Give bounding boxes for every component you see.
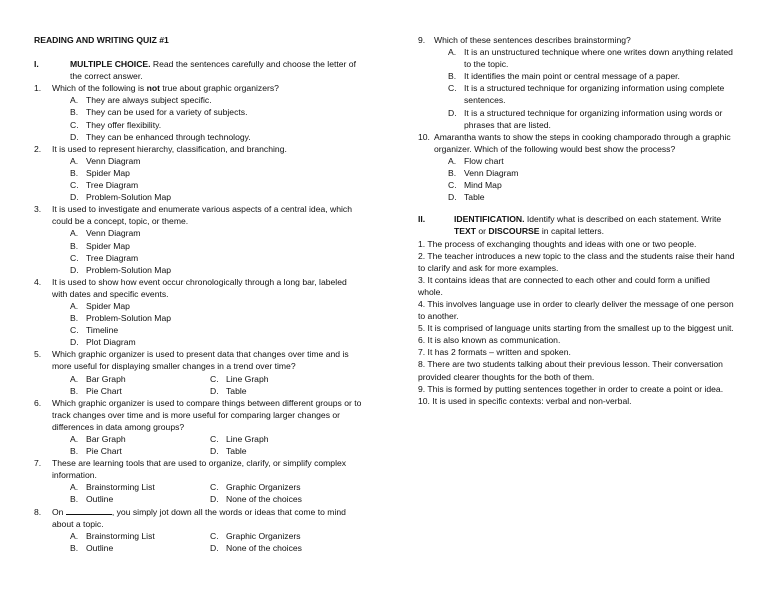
option <box>210 385 350 397</box>
option <box>448 46 736 70</box>
option-letter: D. <box>210 542 219 553</box>
option-letter: D. <box>448 192 457 203</box>
option-text: Venn Diagram <box>86 228 141 239</box>
option <box>70 373 210 385</box>
option <box>210 481 350 493</box>
option <box>70 445 210 457</box>
option-text: Spider Map <box>86 300 130 311</box>
option <box>210 542 350 554</box>
option-letter: B. <box>70 313 79 324</box>
option <box>210 493 350 505</box>
option-letter: A. <box>448 47 457 58</box>
option <box>70 336 364 348</box>
options-grid <box>34 373 364 397</box>
options-list <box>34 300 364 348</box>
option <box>448 107 736 131</box>
option <box>210 373 350 385</box>
option-letter: B. <box>448 168 457 179</box>
option-letter: C. <box>210 434 219 444</box>
option-letter: C. <box>70 325 79 336</box>
option-text: Timeline <box>86 325 119 336</box>
option <box>70 155 364 167</box>
question-number: 10. <box>418 131 430 142</box>
option <box>70 264 364 276</box>
option <box>70 312 364 324</box>
option <box>70 240 364 252</box>
option-text: Brainstorming List <box>86 482 155 493</box>
option-text: Outline <box>86 494 114 505</box>
identification-item: 4. This involves language use in order to clearly deliver the message of one person to another. <box>418 298 734 322</box>
option-text: Mind Map <box>464 180 502 191</box>
answer-word-text: TEXT <box>454 226 476 237</box>
option-text: Pie Chart <box>86 385 122 396</box>
option <box>70 119 364 131</box>
option-letter: D. <box>70 337 79 348</box>
option <box>70 433 210 445</box>
option-text: None of the choices <box>226 494 302 505</box>
identification-item: 5. It is comprised of language units starting from the smallest up to the biggest unit. <box>418 323 734 334</box>
option <box>210 530 350 542</box>
section-number: I. <box>34 59 39 70</box>
option-text: Problem-Solution Map <box>86 192 172 203</box>
option-text: It is an unstructured technique where one writes down anything related to the topic. <box>464 47 733 70</box>
question-number: 8. <box>34 506 42 517</box>
option-text: They offer flexibility. <box>86 119 162 130</box>
question-text: Amarantha wants to show the steps in cooking champorado through a graphic organizer. Which of the following would best show the process? <box>434 131 731 154</box>
option-letter: D. <box>210 385 219 396</box>
option-text: Spider Map <box>86 240 130 251</box>
option-letter: A. <box>70 373 79 384</box>
option-letter: C. <box>448 180 457 191</box>
question-2 <box>34 143 364 155</box>
question-text: Which graphic organizer is used to compare things between different groups or to track changes over time and is more useful for comparing larger changes or differences in data among groups? <box>52 397 362 432</box>
question-text: It is used to show how event occur chronologically through a long bar, labeled with dates and specific events. <box>52 276 347 299</box>
question-text-part: , you simply jot down all the words or ideas that come to mind about a topic. <box>52 506 346 529</box>
question-number: 5. <box>34 349 42 360</box>
option-text: They are always subject specific. <box>86 95 212 106</box>
question-number: 1. <box>34 83 42 94</box>
option <box>70 94 364 106</box>
question-4 <box>34 276 364 300</box>
option-text: It is a structured technique for organizing information using words or phrases that are listed. <box>464 107 723 130</box>
option-letter: A. <box>70 155 79 166</box>
question-text: It is used to investigate and enumerate various aspects of a central idea, which could be a concept, topic, or theme. <box>52 204 352 227</box>
option-letter: C. <box>210 373 219 384</box>
option-text: Plot Diagram <box>86 337 136 348</box>
options-list <box>418 155 736 203</box>
option <box>448 167 736 179</box>
question-text-part: On <box>52 506 66 517</box>
option <box>70 385 210 397</box>
question-text <box>52 506 364 530</box>
question-number: 7. <box>34 458 42 469</box>
option-text: It identifies the main point or central message of a paper. <box>464 71 680 82</box>
option <box>210 433 350 445</box>
option-text: Graphic Organizers <box>226 530 301 541</box>
answer-blank <box>66 506 112 515</box>
question-7 <box>34 457 364 481</box>
section-instruction: Read the sentences carefully and choose the letter of the correct answer. <box>70 59 356 82</box>
option-letter: B. <box>70 385 79 396</box>
option-letter: B. <box>70 446 79 457</box>
option <box>448 191 736 203</box>
option-letter: A. <box>70 95 79 106</box>
option-letter: C. <box>70 252 79 263</box>
option <box>70 227 364 239</box>
identification-item: 9. This is formed by putting sentences together in order to create a point or idea. <box>418 383 724 394</box>
identification-item: 1. The process of exchanging thoughts and ideas with one or two people. <box>418 238 697 249</box>
identification-item: 3. It contains ideas that are connected to each other and could form a unified whole. <box>418 274 710 297</box>
option-text: It is a structured technique for organizing information using complete sentences. <box>464 83 725 106</box>
option-letter: D. <box>70 264 79 275</box>
option <box>210 445 350 457</box>
option-text: Graphic Organizers <box>226 482 301 493</box>
option <box>70 252 364 264</box>
option-letter: A. <box>70 434 79 444</box>
option-letter: D. <box>70 192 79 203</box>
identification-item: 8. There are two students talking about their previous lesson. Their conversation provided clearer thoughts for the both of them. <box>418 359 723 382</box>
option <box>70 191 364 203</box>
option-text: Brainstorming List <box>86 530 155 541</box>
option-text: Venn Diagram <box>86 155 141 166</box>
question-emphasis: not <box>146 83 160 94</box>
option <box>70 530 210 542</box>
options-list <box>34 155 364 203</box>
identification-list <box>418 238 736 407</box>
question-1 <box>34 82 364 94</box>
option-letter: B. <box>70 167 79 178</box>
question-3 <box>34 203 364 227</box>
question-text: Which of these sentences describes brainstorming? <box>434 35 631 45</box>
option-letter: C. <box>70 180 79 191</box>
option-letter: C. <box>210 530 219 541</box>
section-1-heading <box>34 58 364 82</box>
option-letter: B. <box>70 542 79 553</box>
question-6 <box>34 397 364 433</box>
option-text: Bar Graph <box>86 373 126 384</box>
option-text: Pie Chart <box>86 446 122 457</box>
question-number: 4. <box>34 276 42 287</box>
option-letter: D. <box>210 446 219 457</box>
option <box>448 70 736 82</box>
option-text: None of the choices <box>226 542 302 553</box>
options-grid <box>34 530 364 554</box>
option <box>448 155 736 167</box>
option-text: Spider Map <box>86 167 130 178</box>
instruction-part: Identify what is described on each statement. Write <box>526 214 722 225</box>
option-letter: B. <box>70 240 79 251</box>
identification-item: 2. The teacher introduces a new topic to the class and the students raise their hand to clarify and ask for more examples. <box>418 250 735 273</box>
question-number: 6. <box>34 397 42 408</box>
question-text <box>52 82 364 94</box>
option-letter: A. <box>70 300 79 311</box>
identification-item: 7. It has 2 formats – written and spoken. <box>418 347 571 358</box>
options-grid <box>34 481 364 505</box>
option-letter: A. <box>70 482 79 493</box>
option <box>70 324 364 336</box>
option-letter: A. <box>70 228 79 239</box>
option <box>70 481 210 493</box>
option-text: Tree Diagram <box>86 180 139 191</box>
option <box>70 106 364 118</box>
option <box>70 493 210 505</box>
option <box>448 179 736 191</box>
option-letter: B. <box>448 71 457 82</box>
option <box>70 179 364 191</box>
option-text: Tree Diagram <box>86 252 139 263</box>
option-letter: B. <box>70 107 79 118</box>
question-5 <box>34 348 364 372</box>
option <box>70 131 364 143</box>
section-title: IDENTIFICATION. <box>454 214 525 225</box>
section-instruction <box>454 213 736 237</box>
option-letter: D. <box>210 494 219 505</box>
option-letter: C. <box>448 83 457 94</box>
options-list <box>34 94 364 142</box>
option <box>448 82 736 106</box>
option-text: Table <box>226 385 247 396</box>
right-column <box>418 34 736 407</box>
question-9 <box>418 34 736 46</box>
option-letter: D. <box>70 131 79 142</box>
question-number: 3. <box>34 204 42 215</box>
option-text: Outline <box>86 542 114 553</box>
option-text: Bar Graph <box>86 434 126 444</box>
question-text: These are learning tools that are used to organize, clarify, or simplify complex information. <box>52 458 347 481</box>
identification-item: 10. It is used in specific contexts: verbal and non-verbal. <box>418 395 632 406</box>
option <box>70 167 364 179</box>
option-text: They can be enhanced through technology. <box>86 131 251 142</box>
option-text: Table <box>464 192 485 203</box>
question-8 <box>34 506 364 530</box>
option-letter: A. <box>448 155 457 166</box>
option-text: Line Graph <box>226 434 269 444</box>
question-text: It is used to represent hierarchy, classification, and branching. <box>52 143 287 154</box>
answer-word-discourse: DISCOURSE <box>488 226 540 237</box>
option-text: Line Graph <box>226 373 269 384</box>
question-10 <box>418 131 736 155</box>
question-text-part: Which of the following is <box>52 83 147 94</box>
options-list <box>418 46 736 131</box>
identification-item: 6. It is also known as communication. <box>418 335 561 346</box>
left-column <box>34 34 364 554</box>
question-text-part: true about graphic organizers? <box>159 83 279 94</box>
option-text: Problem-Solution Map <box>86 313 172 324</box>
instruction-part: in capital letters. <box>539 226 604 237</box>
option-letter: C. <box>70 119 79 130</box>
options-grid <box>34 433 364 457</box>
option <box>70 542 210 554</box>
option-text: Table <box>226 446 247 457</box>
option-letter: A. <box>70 530 79 541</box>
option-text: Problem-Solution Map <box>86 264 172 275</box>
section-title: MULTIPLE CHOICE. <box>70 59 151 70</box>
option-text: They can be used for a variety of subjects. <box>86 107 248 118</box>
option-letter: D. <box>448 107 457 118</box>
question-text: Which graphic organizer is used to present data that changes over time and is more useful for displaying smaller changes in a trend over time? <box>52 349 349 372</box>
question-number: 2. <box>34 143 42 154</box>
option-text: Venn Diagram <box>464 168 519 179</box>
option-text: Flow chart <box>464 155 504 166</box>
options-list <box>34 227 364 275</box>
section-number: II. <box>418 214 426 225</box>
option-letter: B. <box>70 494 79 505</box>
option-letter: C. <box>210 482 219 493</box>
instruction-part: or <box>475 226 489 237</box>
section-2-heading <box>418 213 736 237</box>
quiz-title: READING AND WRITING QUIZ #1 <box>34 35 169 45</box>
question-number: 9. <box>418 35 426 45</box>
option <box>70 300 364 312</box>
